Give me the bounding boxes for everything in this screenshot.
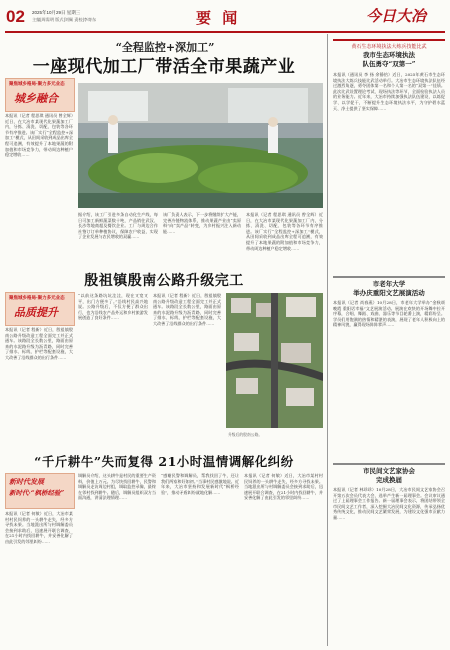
road-photo [226, 293, 323, 428]
story2-body-col1: 本报讯（记者 程新）近日，殷祖镇殷南公路升级改造工程全面完工并正式通车。该路段全长数公里，路面由原来的水泥路升级为沥青路，同时完善了排水、标线、护栏等配套设施，大大改善了沿线群众的出行条件…… [5, 327, 73, 360]
side3-title-2: 完成换届 [376, 476, 402, 484]
editor-line: 主编|周需明 版式|刘佩 责校|李寄东 [32, 17, 97, 22]
story1-body-col3: 该厂负责人表示，下一步将继续扩大产能，完善冷链物流体系，推动果蔬产业由“卖原料”向“卖产品”转变，为乡村振兴注入新动能…… [163, 212, 241, 234]
story3-tag-small: 新时代发展 [9, 477, 44, 486]
story1-tag-small: 聚焦城乡格局·聚力多元业态 [9, 82, 65, 87]
story1-body-col1: 本报讯（记者 程思琪 通讯员 曾全辉）近日，在大冶市某现代化果蔬加工厂内，分拣、清洗、切配、包装等各环节有序推进。该厂实行“全程监控+深加工”模式，从田间采收到成品出库全程可追溯，有效提升了本地果蔬的附加值和市场竞争力，带动周边种植户稳定增收…… [5, 113, 73, 158]
story2-body-col2: “以前这条路坑坑洼洼，现在又宽又平，出门方便多了。”沿线村民高兴地说。公路升级后，不仅方便了群众出行，也为沿线农产品外运和乡村旅游发展创造了良好条件…… [78, 293, 148, 321]
side2-title-1: 市老年大学 [372, 280, 406, 288]
side2-bar [333, 276, 445, 278]
date-line: 2025年10月29日 星期三 [32, 10, 81, 15]
column-divider [327, 34, 328, 646]
page-header [0, 0, 450, 30]
story3-body-col1: 本报讯（记者 何敏）近日，大冶市某村村民饲养的一头耕牛走失，经多方寻找未果。当地派出所与村调解委员会接到求助后，迅速展开联合调查，在21小时内找回耕牛，并妥善化解了由此引发的邻里纠纷…… [5, 511, 73, 544]
section-name: 要 闻 [196, 9, 241, 27]
story1-body-col4: 本报讯（记者 程思琪 通讯员 曾全辉）近日，在大冶市某现代化果蔬加工厂内，分拣、清洗、切配、包装等各环节有序推进。该厂实行“全程监控+深加工”模式，从田间采收到成品出库全程可追溯，有效提升了本地果蔬的附加值和市场竞争力，带动周边种植户稳定增收…… [246, 212, 323, 251]
story3-body-col3: “感谢民警和调解员，帮我找回了牛，还让我们两家和好如初。”当事村民感激地说。近年来，大冶市坚持和发展新时代“枫桥经验”，推动矛盾纠纷就地化解…… [161, 473, 239, 495]
newspaper-logo: 今日大冶 [366, 7, 427, 25]
story3-body-col4: 本报讯（记者 何敏）近日，大冶市某村村民饲养的一头耕牛走失，经多方寻找未果。当地派出所与村调解委员会接到求助后，迅速展开联合调查，在21小时内找回耕牛，并妥善化解了由此引发的邻里纠纷…… [244, 473, 323, 501]
side3-title-1: 市民间文艺家协会 [363, 467, 415, 475]
page-number: 02 [6, 7, 25, 26]
story3-body-col2: 调解员介绍，这头耕牛是村民的重要生产资料，价值上万元。为尽快找回耕牛，民警和调解员走访周边村组，调取监控录像，最终在邻村找到耕牛。随后，调解员组织双方当面沟通，讲清法理情理…… [78, 473, 156, 501]
story2-tag-big: 品质提升 [14, 306, 58, 319]
header-rule [5, 31, 445, 33]
side2-body: 本报讯（记者 尚春燕）10月28日，市老年大学举办“金秋颂晚霞 重阳话幸福”文艺展演活动。展演在欢快的开场舞中拉开序幕，合唱、舞蹈、戏曲、器乐等节目轮番上演，精彩纷呈。学员们用饱满的热情和精湛的表演，展现了老年人积极向上的精神风貌，赢得现场阵阵掌声…… [333, 300, 445, 328]
side3-body: 本报讯（记者 林珍珍）10月28日，大冶市民间文艺家协会召开第五次会员代表大会，选举产生新一届理事会。会议审议通过了上届理事会工作报告。新一届理事会表示，将团结带领全市民间文艺工作者，深入挖掘大冶民间文化资源，传承弘扬优秀传统文化，推动民间文艺繁荣发展，为建设文化强市贡献力量…… [333, 487, 445, 520]
story3-headline: “千斤耕牛”失而复得 21小时温情调解化纠纷 [34, 454, 294, 469]
story1-tag-big: 城乡融合 [14, 92, 58, 105]
side1-kicker: 黄石生态环境执法大练兵技能比武 [351, 44, 427, 50]
story3-tag [5, 473, 75, 509]
story2-headline: 殷祖镇殷南公路升级完工 [84, 273, 244, 289]
story2-body-col3: 本报讯（记者 程新）近日，殷祖镇殷南公路升级改造工程全面完工并正式通车。该路段全长数公里，路面由原来的水泥路升级为沥青路，同时完善了排水、标线、护栏等配套设施，大大改善了沿线群众的出行条件…… [153, 293, 221, 326]
story1-subtitle: “全程监控+深加工” [115, 41, 215, 54]
story3-tag-big: 新时代·“枫桥经验” [9, 489, 65, 497]
story2-tag-small: 聚焦城乡格局·聚力多元业态 [9, 296, 65, 301]
side2-title-2: 举办庆重阳文艺展演活动 [353, 289, 425, 297]
factory-photo [78, 83, 323, 208]
side1-bar [333, 39, 445, 41]
road-photo-caption: 升级后的殷南公路。 [228, 432, 263, 437]
story1-body-col2: 据介绍，该工厂引进多条自动化生产线，每日可加工新鲜蔬菜数十吨，产品销往武汉、长沙等地商超及餐饮企业。工厂与周边合作社签订订单种植协议，保障农户收益，实现了企业发展与农民增收的双赢…… [78, 212, 158, 240]
story2-tag [5, 292, 75, 326]
side1-body: 本报讯（通讯员 李 扬 余静怡）近日，2025年黄石市生态环境执法大练兵技能比武活动举行。大冶市生态环境执法队伍经过激烈角逐，勇夺团体第一名和个人第一名的“双第一”佳绩。此次比武设置理论考试、现场执法等环节，全面检验执法人员的业务能力。近年来，大冶市持续加强执法队伍建设，以练促学、以学促干，不断提升生态环境执法水平，为守护碧水蓝天、净土提供了坚实保障…… [333, 72, 445, 111]
side3-bar [333, 463, 445, 465]
story1-tag [5, 78, 75, 112]
story1-headline: 一座现代加工厂带活全市果蔬产业 [32, 57, 296, 77]
side1-title-2: 队伍勇夺“双第一” [362, 60, 416, 68]
side1-title-1: 我市生态环境执法 [363, 51, 415, 59]
